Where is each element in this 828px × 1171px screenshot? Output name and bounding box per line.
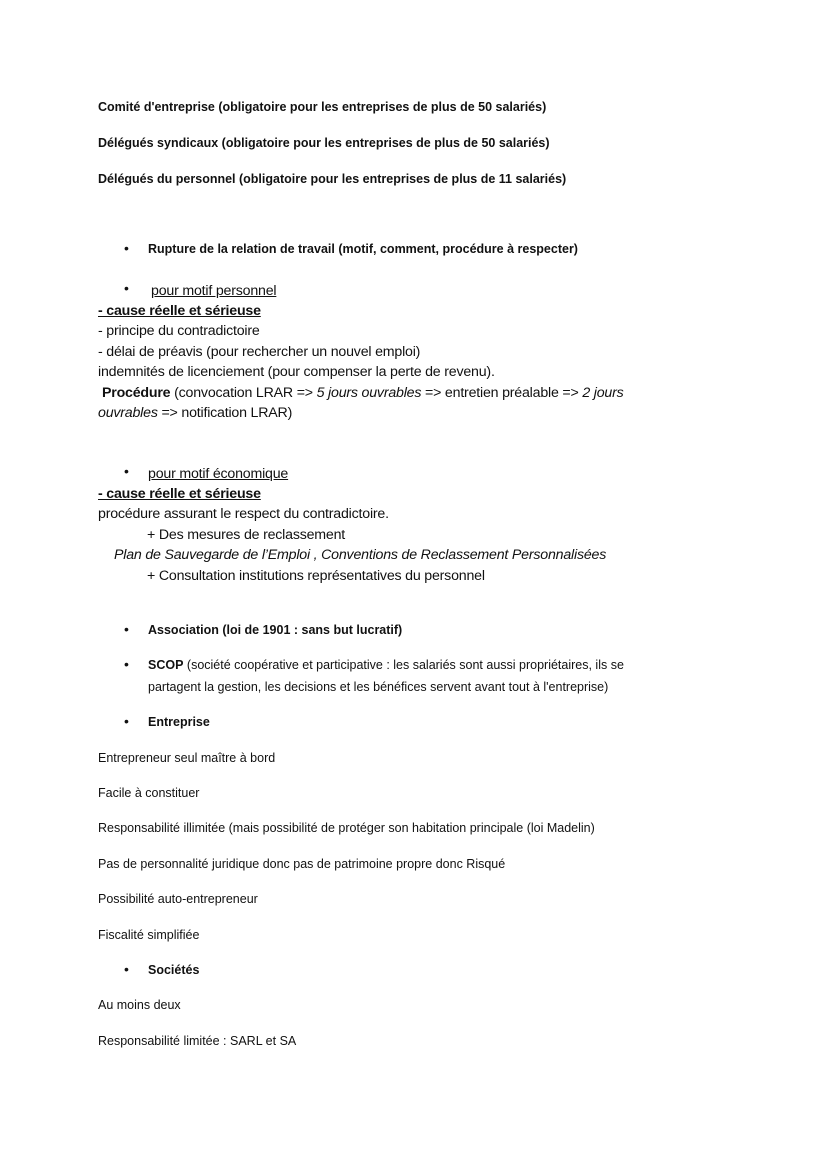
- association-title: Association (loi de 1901 : sans but lucratif): [148, 623, 403, 637]
- economique-heading: pour motif économique: [148, 466, 289, 482]
- personnel-line: indemnités de licenciement (pour compenser la perte de revenu).: [98, 364, 495, 380]
- bullet-icon: •: [124, 621, 129, 637]
- scop-label: SCOP: [148, 658, 184, 672]
- procedure-text: 2 jours: [582, 385, 624, 401]
- entreprise-line: Responsabilité illimitée (mais possibilité de protéger son habitation principale (loi Madelin): [98, 821, 595, 835]
- societes-line: Au moins deux: [98, 998, 181, 1012]
- personnel-heading: pour motif personnel: [151, 283, 277, 299]
- bullet-icon: •: [124, 463, 129, 479]
- header-line: Délégués du personnel (obligatoire pour les entreprises de plus de 11 salariés): [98, 172, 567, 186]
- procedure-label: Procédure: [102, 385, 171, 401]
- bullet-icon: •: [124, 240, 129, 256]
- header-line: Comité d'entreprise (obligatoire pour les entreprises de plus de 50 salariés): [98, 100, 547, 114]
- economique-cause: - cause réelle et sérieuse: [98, 486, 261, 502]
- personnel-line: - principe du contradictoire: [98, 323, 260, 339]
- entreprise-line: Entrepreneur seul maître à bord: [98, 751, 276, 765]
- economique-line: procédure assurant le respect du contradictoire.: [98, 506, 389, 522]
- procedure-text: => entretien préalable =>: [421, 385, 583, 401]
- bullet-icon: •: [124, 961, 129, 977]
- scop-text: (société coopérative et participative : les salariés sont aussi propriétaires, ils se: [183, 658, 624, 672]
- rupture-title: Rupture de la relation de travail (motif, comment, procédure à respecter): [148, 242, 578, 256]
- header-line: Délégués syndicaux (obligatoire pour les entreprises de plus de 50 salariés): [98, 136, 550, 150]
- procedure-text: ouvrables: [98, 405, 158, 421]
- economique-line: + Consultation institutions représentatives du personnel: [147, 568, 485, 584]
- personnel-cause: - cause réelle et sérieuse: [98, 303, 261, 319]
- societes-line: Responsabilité limitée : SARL et SA: [98, 1034, 297, 1048]
- bullet-icon: •: [124, 656, 129, 672]
- scop-line: partagent la gestion, les decisions et les bénéfices servent avant tout à l'entreprise): [148, 680, 609, 694]
- entreprise-line: Possibilité auto-entrepreneur: [98, 892, 258, 906]
- procedure-text: (convocation LRAR =>: [170, 385, 317, 401]
- bullet-icon: •: [124, 713, 129, 729]
- procedure-text: 5 jours ouvrables: [316, 385, 422, 401]
- personnel-line: - délai de préavis (pour rechercher un nouvel emploi): [98, 344, 421, 360]
- entreprise-line: Pas de personnalité juridique donc pas de patrimoine propre donc Risqué: [98, 857, 506, 871]
- procedure-line: [98, 405, 292, 421]
- procedure-text: => notification LRAR): [157, 405, 293, 421]
- procedure-line: [102, 385, 624, 401]
- entreprise-title: Entreprise: [148, 715, 210, 729]
- economique-line: + Des mesures de reclassement: [147, 527, 346, 543]
- scop-line: [148, 658, 624, 672]
- societes-title: Sociétés: [148, 963, 200, 977]
- economique-line: Plan de Sauvegarde de l’Emploi , Conventions de Reclassement Personnalisées: [114, 547, 607, 563]
- entreprise-line: Facile à constituer: [98, 786, 200, 800]
- entreprise-line: Fiscalité simplifiée: [98, 928, 200, 942]
- bullet-icon: •: [124, 280, 129, 296]
